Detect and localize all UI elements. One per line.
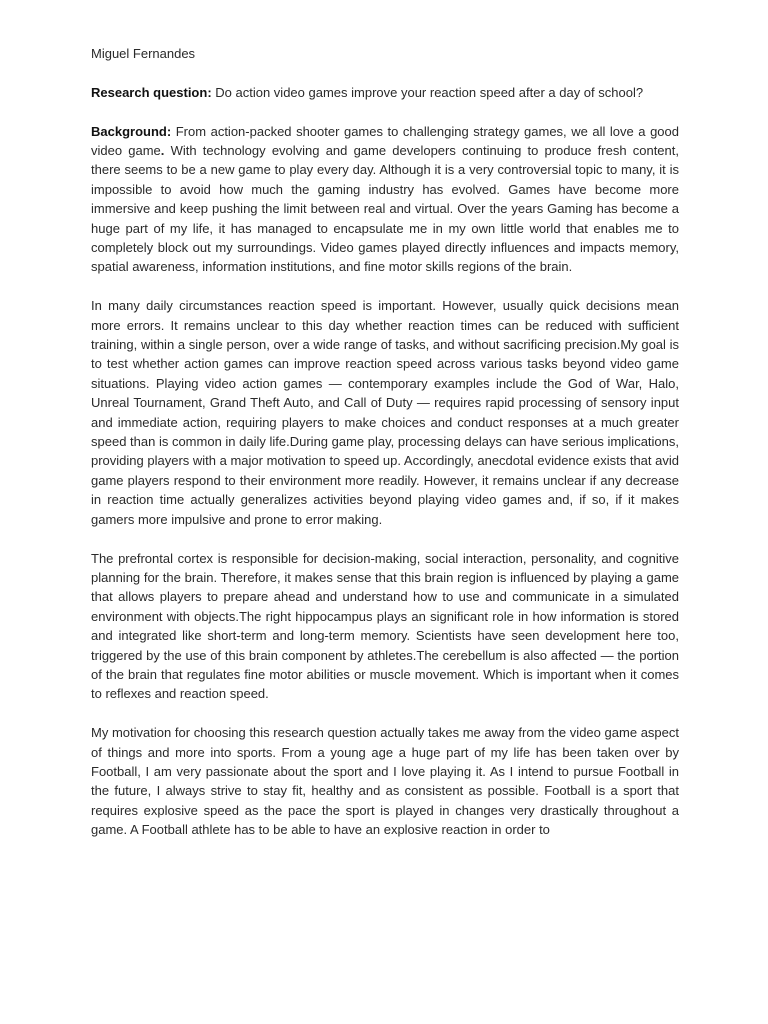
document-body xyxy=(91,44,679,859)
paragraph-motivation: My motivation for choosing this research question actually takes me away from the video game aspect of things and more into sports. From a young age a huge part of my life has been taken over by Football, I am very passionate about the sport and I love playing it. As I intend to pursue Football in the future, I always strive to stay fit, healthy and as consistent as possible. Football is a sport that requires explosive speed as the pace the sport is played in changes very drastically throughout a game. A Football athlete has to be able to have an explosive reaction in order to xyxy=(91,725,679,838)
paragraph-brain-regions: The prefrontal cortex is responsible for decision-making, social interaction, personality, and cognitive planning for the brain. Therefore, it makes sense that this brain region is influenced by playing a game that allows players to prepare ahead and understand how to use and communicate in a simulated environment with objects.The right hippocampus plays an significant role in how information is stored and integrated like short-term and long-term memory. Scientists have seen development here too, triggered by the use of this brain component by athletes.The cerebellum is also affected — the portion of the brain that regulates fine motor abilities or muscle movement. Which is important when it comes to reflexes and reaction speed. xyxy=(91,550,679,702)
background-paragraph xyxy=(91,122,679,277)
background-text-b: With technology evolving and game developers continuing to produce fresh content, there seems to be a new game to play every day. Although it is a very controversial topic to many, it is impossible to avoid how much the gaming industry has evolved. Games have become more immersive and keep pushing the limit between real and virtual. Over the years Gaming has become a huge part of my life, it has managed to encapsulate me in my own little world that enables me to completely block out my surroundings. Video games played directly influences and impacts memory, spatial awareness, information institutions, and fine motor skills regions of the brain. xyxy=(91,143,679,275)
paragraph-reaction-speed: In many daily circumstances reaction speed is important. However, usually quick decisions mean more errors. It remains unclear to this day whether reaction times can be reduced with sufficient training, within a single person, over a wide range of tasks, and without sacrificing precision.My goal is to test whether action games can improve reaction speed across various tasks beyond video game situations. Playing video action games — contemporary examples include the God of War, Halo, Unreal Tournament, Grand Theft Auto, and Call of Duty — requires rapid processing of sensory input and immediate action, requiring players to make choices and conduct responses at a much greater speed than is common in daily life.During game play, processing delays can have serious implications, providing players with a major motivation to speed up. Accordingly, anecdotal evidence exists that avid game players respond to their environment more readily. However, it remains unclear if any decrease in reaction time actually generalizes activities beyond playing video games and, if so, if it makes gamers more impulsive and prone to error making. xyxy=(91,298,679,527)
research-question xyxy=(91,83,679,102)
research-question-label: Research question: xyxy=(91,84,212,100)
background-bold-period: . xyxy=(160,143,165,158)
research-question-text: Do action video games improve your reaction speed after a day of school? xyxy=(211,84,644,100)
background-label: Background: xyxy=(91,123,172,139)
background-text-a: From action-packed shooter games to challenging strategy games, we all love a good video game xyxy=(91,123,679,158)
author-name: Miguel Fernandes xyxy=(91,46,196,61)
